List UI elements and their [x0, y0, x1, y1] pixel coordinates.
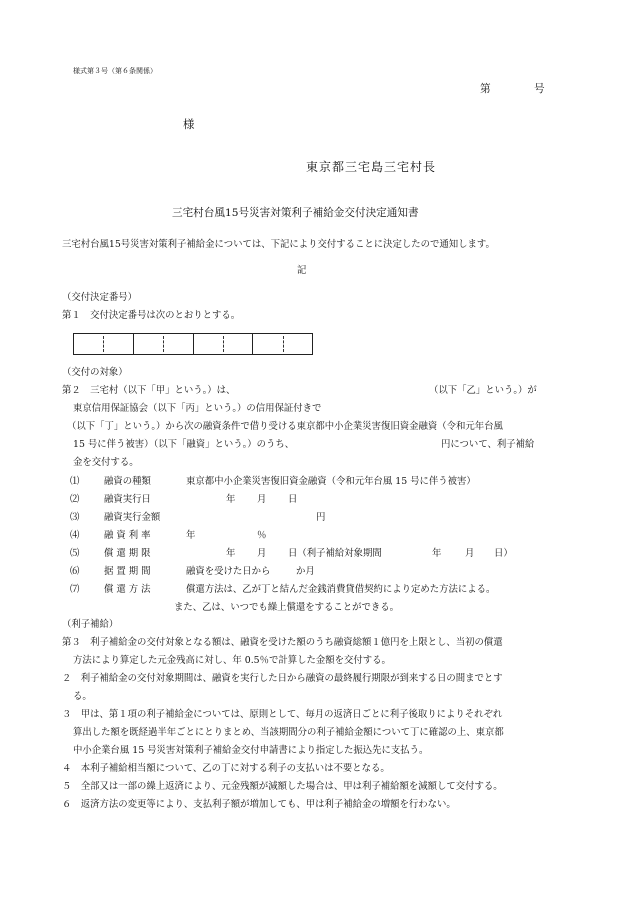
- sec2-line4a: 15 号に伴う被害）（以下「融資」という。）のうち、: [73, 439, 295, 450]
- sec3-p2-line2: る。: [73, 691, 92, 702]
- item-num: ⑷: [70, 530, 80, 541]
- item-label: 融 資 利 率: [104, 530, 151, 541]
- number-cell[interactable]: [74, 334, 134, 354]
- item-num: ⑵: [70, 494, 80, 505]
- decision-number-box[interactable]: [73, 333, 313, 355]
- sec3-p1-line1: 第３ 利子補給金の交付対象となる額は、融資を受けた額のうち融資総額１億円を上限とし、当初の償還: [62, 637, 503, 648]
- sec3-p3-line2: 算出した額を既経過半年ごとにとりまとめ、当該期間分の利子補給金額について丁に確認の上、東京都: [73, 727, 504, 738]
- intro-text: 三宅村台風15号災害対策利子補給金については、下記により交付することに決定したので通知します。: [62, 239, 495, 250]
- item-label: 融資実行金額: [104, 512, 161, 523]
- form-reference: 様式第３号（第６条関係）: [73, 67, 157, 75]
- sec2-line2: 東京信用保証協会（以下「丙」という。）の信用保証付きで: [73, 403, 322, 414]
- item-nen: 年: [186, 530, 196, 541]
- item-num: ⑺: [70, 584, 80, 595]
- item-num: ⑸: [70, 548, 80, 559]
- item-day-close: 日）: [494, 548, 513, 559]
- sec1-text: 第１ 交付決定番号は次のとおりとする。: [62, 310, 241, 321]
- item-value: か月: [296, 566, 315, 577]
- item-value-cont: また、乙は、いつでも繰上償還をすることができる。: [174, 602, 400, 613]
- item-label: 融資実行日: [104, 494, 151, 505]
- item-value: 償還方法は、乙が丁と結んだ金銭消費貸借契約により定めた方法による。: [186, 584, 496, 595]
- issuer-name: 東京都三宅島三宅村長: [306, 160, 437, 174]
- number-cell[interactable]: [134, 334, 194, 354]
- sec2-line1b: （以下「乙」という。）が: [429, 385, 537, 396]
- sec2-line4b: 円について、利子補給: [441, 439, 535, 450]
- addressee-suffix: 様: [183, 117, 195, 131]
- sec3-p2-line1: ２ 利子補給金の交付対象期間は、融資を実行した日から融資の最終履行期限が到来する日の間までとす: [62, 673, 503, 684]
- sec3-p6: ６ 返済方法の変更等により、支払利子額が増加しても、甲は利子補給金の増額を行わない。: [62, 799, 456, 810]
- item-percent: ％: [257, 530, 267, 541]
- item-num: ⑹: [70, 566, 80, 577]
- doc-number-dai: 第: [480, 83, 491, 95]
- item-day: 日: [288, 494, 298, 505]
- sec2-line5: 金を交付する。: [73, 457, 139, 468]
- sec3-p3-line1: ３ 甲は、第１項の利子補給金については、原則として、毎月の返済日ごとに利子後取りによりそれぞれ: [62, 709, 503, 720]
- item-day-open: 日（利子補給対象期間: [288, 548, 382, 559]
- sec3-p4: ４ 本利子補給相当額について、乙の丁に対する利子の支払いは不要となる。: [62, 763, 390, 774]
- sec3-p3-line3: 中小企業台風 15 号災害対策利子補給金交付申請書により指定した振込先に支払う。: [73, 745, 429, 756]
- item-label: 償 還 期 限: [104, 548, 151, 559]
- number-cell[interactable]: [253, 334, 312, 354]
- item-year: 年: [226, 494, 236, 505]
- sec2-line1a: 第２ 三宅村（以下「甲」という。）は、: [62, 385, 236, 396]
- sec2-heading: （交付の対象）: [62, 367, 128, 378]
- item-label: 据 置 期 間: [104, 566, 151, 577]
- item-month2: 月: [465, 548, 475, 559]
- item-year: 年: [226, 548, 236, 559]
- number-cell[interactable]: [194, 334, 254, 354]
- item-num: ⑴: [70, 476, 80, 487]
- sec3-p5: ５ 全部又は一部の繰上返済により、元金残額が減額した場合は、甲は利子補給額を減額して交付する。: [62, 781, 503, 792]
- doc-number-go: 号: [534, 83, 545, 95]
- item-label: 償 還 方 法: [104, 584, 151, 595]
- sec2-line3: （以下「丁」という。）から次の融資条件で借り受ける東京都中小企業災害復旧資金融資（令和元年台風: [67, 421, 503, 432]
- item-month: 月: [257, 548, 267, 559]
- sec3-p1-line2: 方法により算定した元金残高に対し、年 0.5％で計算した金額を交付する。: [73, 655, 391, 666]
- item-label: 融資の種類: [104, 476, 151, 487]
- item-value: 東京都中小企業災害復旧資金融資（令和元年台風 15 号に伴う被害）: [186, 476, 476, 487]
- document-title: 三宅村台風15号災害対策利子補給金交付決定通知書: [172, 207, 419, 219]
- item-yen: 円: [316, 512, 326, 523]
- item-month: 月: [257, 494, 267, 505]
- sec3-heading: （利子補給）: [62, 619, 119, 630]
- item-year2: 年: [432, 548, 442, 559]
- ki-heading: 記: [297, 265, 307, 276]
- item-value: 融資を受けた日から: [186, 566, 271, 577]
- sec1-heading: （交付決定番号）: [62, 292, 138, 303]
- item-num: ⑶: [70, 512, 80, 523]
